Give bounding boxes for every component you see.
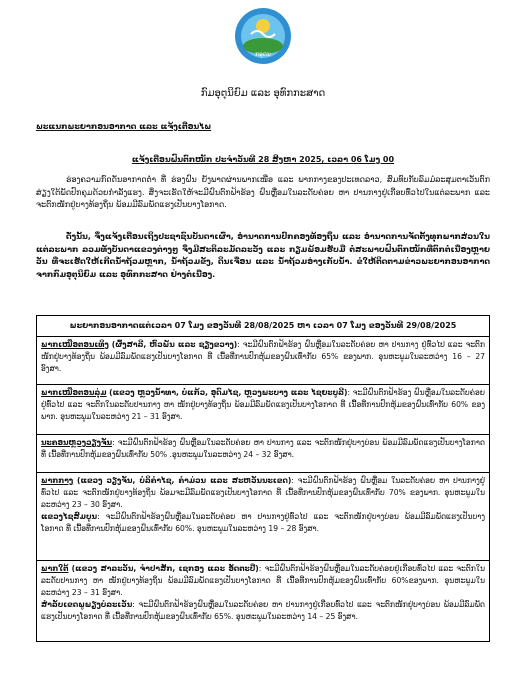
region-south	[37, 561, 489, 641]
intro-paragraph: ຮ່ອງຄວາມກົດດັນອາກາດຕໍ່າ ທີ່ ຮ່ອງຝົນ ຍັງພາດຜ່ານພາກເໜືອ ແລະ ພາກກາງຂອງປະເທດລາວ, ສົມທົບກັບລົມມໍລະສຸມຕາເວັນຕົກສ່ຽງໃຕ້ພັດປົກຄຸມດ້ວຍກໍາລັງແຮງ. ສິ່ງຈະເຮັດໃຫ້ຈະມີຝົນຕົກຟ້າຮ້ອງ ຝົນຫຼື່ອມໃນລະດັບຄ່ອຍ ຫາ ປານກາງຢູ່ເກືອບທົ່ວໄປໃນແຕ່ລະພາກ ແລະ ຈະຕົກໜັກຢູ່ບາງທ້ອງຖິ່ນ ພ້ອມມີລົມພັດແຮງເປັນບາງໂອກາດ.	[36, 175, 490, 209]
region-provinces: (ແຂວງ ຫຼວງນໍ້າທາ, ບໍ່ແກ້ວ, ອຸດົມໄຊ, ຫຼວງພະບາງ ແລະ ໄຊຍະບູລີ)	[109, 388, 348, 397]
region-central	[37, 473, 489, 561]
subregion-text: : ຈະມີຝົນຕົກຟ້າຮ້ອງຝົນຫຼື່ອມໃນລະດັບຄ່ອຍ ຫາ ປານກາງຢູ່ທົ່ວໄປ ແລະ ຈະຕົກໜັກຢູ່ບາງບ່ອນ ພ້ອມມີລົມພັດແຮງເປັນບາງໂອກາດ ທີ່ ເນື້ອທີ່ການປົກຫຸ້ມຂອງຝົນເທົ່າກັບ 60%. ອຸນຫະພູມໃນລະຫວ່າງ 19 – 28 ອົງສາ.	[41, 512, 485, 533]
region-text: : ຈະມີຝົນຕົກຟ້າຮ້ອງຝົນຫຼື່ອມໃນລະດັບຄ່ອຍຢູ່ເກືອບທົ່ວໄປ ແລະ ຈະຕົກໃນລະດັບປານກາງ ຫາ ໜັກຢູ່ບາງທ້ອງຖິ່ນ ພ້ອມມີລົມພັດແຮງເປັນບາງໂອກາດ ທີ່ ເນື້ອທີ່ການປົກຫຸ້ມຂອງຝົນເທົ່າກັບ 60%ຂອງພາກ. ອຸນຫະພູມໃນລະຫວ່າງ 23 – 31 ອົງສາ.	[41, 564, 485, 597]
subregion-title: ແຂວງໄຊສົມບູນ	[41, 512, 98, 521]
region-provinces: (ແຂວງ ສາລະວັນ, ຈໍາປາສັກ, ເຊກອງ ແລະ ອັດຕະປື)	[71, 564, 259, 573]
region-vientiane-capital	[37, 435, 489, 473]
region-provinces: (ຜົ້ງສາລີ, ຫົວພັນ ແລະ ຊຽງຂວາງ)	[111, 340, 238, 349]
forecast-table	[36, 315, 490, 642]
subregion-text: : ຈະມີຝົນຕົກຟ້າຮ້ອງຝົນຫຼື່ອມໃນລະດັບຄ່ອຍ ຫາ ປານກາງຢູ່ເກືອບທົ່ວໄປ ແລະ ຈະຕົກໜັກຢູ່ບາງບ່ອນ ພ້ອມມີລົມພັດແຮງເປັນບາງໂອກາດ ທີ່ ເນື້ອທີ່ການປົກຫຸ້ມຂອງຝົນເທົ່າກັບ 65%. ອຸນຫະພູມໃນລະຫວ່າງ 14 – 25 ອົງສາ.	[41, 600, 485, 621]
region-title: ພາກເໜືອຕອນເທິງ	[41, 340, 109, 349]
region-title: ນະຄອນຫຼວງວຽງຈັນ	[41, 438, 113, 447]
region-text: : ຈະມີຝົນຕົກຟ້າຮ້ອງ ຝົນຫຼື່ອມໃນລະດັບຄ່ອຍ ຫາ ປານກາງ ແລະ ຈະຕົກໜັກຢູ່ບາງບ່ອນ ພ້ອມມີລົມພັດແຮງເປັນບາງໂອກາດ ທີ່ ເນື້ອທີ່ການປົກຫຸ້ມຂອງຝົນເທົ່າກັບ 50% .ອຸນຫະພູມໃນລະຫວ່າງ 24 – 32 ອົງສາ.	[41, 438, 485, 459]
region-text: : ຈະມີຝົນຕົກຟ້າຮ້ອງ ຝົນຫຼື່ອມໃນລະດັບຄ່ອຍ ຫາ ປານກາງ ຢູ່ທົ່ວໄປ ແລະ ຈະຕົກໜັກຢູ່ບາງທ້ອງຖິ່ນ ພ້ອມມີລົມພັດແຮງເປັນບາງໂອກາດ ທີ່ ເນື້ອທີ່ການປົກຫຸ້ມຂອງຝົນເທົ່າກັບ 65% ຂອງພາກ. ອຸນຫະພູມໃນລະຫວ່າງ 16 – 27 ອົງສາ.	[41, 340, 485, 373]
region-title: ພາກໃຕ້	[41, 564, 69, 573]
region-north-lower	[37, 385, 489, 435]
region-title: ພາກກາງ	[41, 476, 74, 485]
department-logo	[233, 6, 293, 66]
section-label: ພະແນກພະຍາກອນອາກາດ ແລະ ແຈ້ງເຕືອນໄພ	[36, 122, 212, 131]
forecast-header: ພະຍາກອນອາກາດແຕ່ເວລາ 07 ໂມງ ຂອງວັນທີ 28/08/2025 ຫາ ເວລາ 07 ໂມງ ຂອງວັນທີ 29/08/2025	[37, 316, 489, 337]
notice-title: ແຈ້ງເຕືອນຝົນຕົກໜັກ ປະຈໍາວັນທີ 28 ສິງຫາ 2025, ເວລາ 06 ໂມງ 00	[131, 155, 395, 164]
region-north-upper	[37, 337, 489, 385]
region-title: ພາກເໜືອຕອນລຸ່ມ	[41, 388, 107, 397]
advisory-paragraph: ດັ່ງນັ້ນ, ຈຶ່ງແຈ້ງເຕືອນເຖິງປະຊາຊົນບັນດາເຜົ່າ, ອໍານາດການປົກຄອງທ້ອງຖິ່ນ ແລະ ອໍານາດການຈັດຕັ້ງທຸກພາກສ່ວນໃນແຕ່ລະພາກ ລວມທັງບັນດາແຂວງຕ່າງໆ ຈຶ່ງມີສະຕິລະມັດລະວັງ ແລະ ກຽມພ້ອມຮັບມື ຕໍ່ສະພາບຝົນຕົກໜັກທີ່ຕົກຕໍ່ເນື່ອງຫຼາຍວັນ ທີ່ຈະເຮັດໃຫ້ເກີດນໍ້າຖ້ວມຫຼາກ, ນໍ້າຖ້ວມຂັງ, ດິນເຈື່ອນ ແລະ ນໍ້າຖ້ວມອ່າງເກັບນໍ້າ. ຂໍໃຫ້ຕິດຕາມຂ່າວພະຍາກອນອາກາດຈາກກົມອຸຕຸນິຍົມ ແລະ ອຸທົກກະສາດ ຢ່າງຕໍ່ເນື່ອງ.	[36, 232, 490, 279]
svg-text:ກອຸດນ: ກອຸດນ	[255, 51, 271, 58]
meteorology-logo-icon	[233, 6, 293, 66]
department-name: ກົມອຸຕຸນິຍົມ ແລະ ອຸທົກກະສາດ	[200, 88, 326, 99]
region-text: : ຈະມີຝົນຕົກຟ້າຮ້ອງ ຝົນຫຼື່ອມໃນລະດັບຄ່ອຍຢູ່ທົ່ວໄປ ແລະ ຈະຕົກໃນລະດັບປານກາງ ຫາ ໜັກຢູ່ບາງທ້ອງຖິ່ນ ພ້ອມມີລົມພັດແຮງເປັນບາງໂອກາດ ທີ່ ເນື້ອທີ່ການປົກຫຸ້ມຂອງຝົນເທົ່າກັບ 60% ຂອງພາກ. ອຸນຫະພູມໃນລະຫວ່າງ 21 – 31 ອົງສາ.	[41, 388, 485, 421]
region-text: : ຈະມີຝົນຕົກຟ້າຮ້ອງ ຝົນຫຼື່ອມ ໃນລະດັບຄ່ອຍ ຫາ ປານກາງຢູ່ທົ່ວໄປ ແລະ ຈະຕົກໜັກຢູ່ບາງທ້ອງຖິ່ນ ພ້ອມຈະມີລົມພັດແຮງເປັນບາງໂອກາດ ທີ່ ເນື້ອທີ່ການປົກຫຸ້ມຂອງຝົນເທົ່າກັບ 70% ຂອງພາກ. ອຸນຫະພູມໃນລະຫວ່າງ 23 – 30 ອົງສາ.	[41, 476, 485, 509]
subregion-title: ສໍາລັບເຂດພູພຽງບໍລະເວັນ	[41, 600, 133, 609]
region-provinces: (ແຂວງ ວຽງຈັນ, ບໍລິຄໍາໄຊ, ຄໍາມ່ວນ ແລະ ສະຫວັນນະເຂດ)	[76, 476, 292, 485]
